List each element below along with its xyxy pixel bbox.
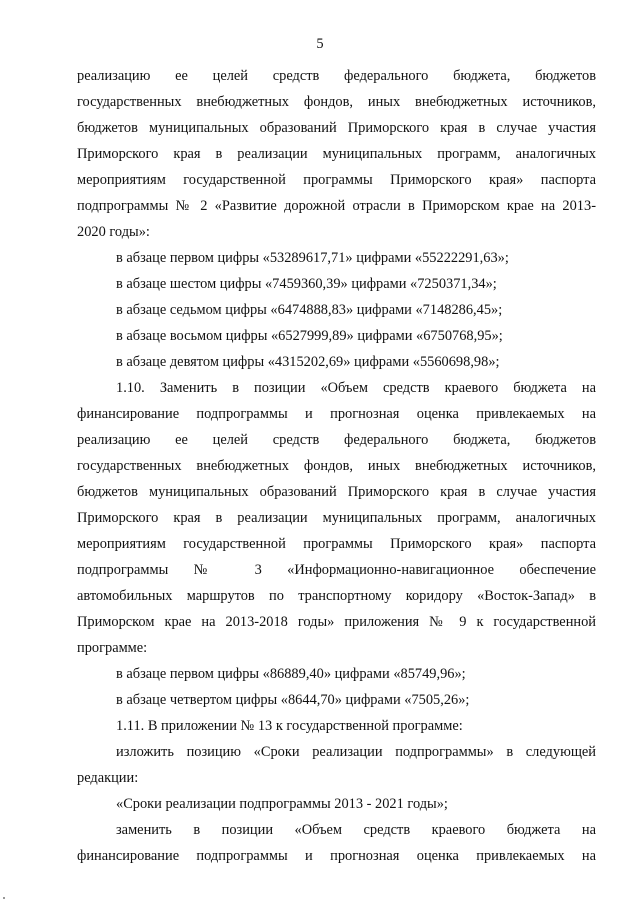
text-line: финансирование подпрограммы и прогнозная оценка привлекаемых на	[77, 848, 596, 864]
text-line: изложить позицию «Сроки реализации подпрограммы» в следующей	[116, 744, 596, 760]
text-line: подпрограммы № 2 «Развитие дорожной отрасли в Приморском крае на 2013-	[77, 198, 596, 214]
text-line: 1.10. Заменить в позиции «Объем средств краевого бюджета на	[116, 380, 596, 396]
text-line: в абзаце девятом цифры «4315202,69» цифрами «5560698,98»;	[116, 354, 500, 370]
text-line: государственных внебюджетных фондов, иных внебюджетных источников,	[77, 458, 596, 474]
text-line: в абзаце шестом цифры «7459360,39» цифрами «7250371,34»;	[116, 276, 497, 292]
text-line: Приморского края в реализации муниципальных программ, аналогичных	[77, 146, 596, 162]
text-line: реализацию ее целей средств федерального бюджета, бюджетов	[77, 68, 596, 84]
text-line: финансирование подпрограммы и прогнозная оценка привлекаемых на	[77, 406, 596, 422]
text-line: автомобильных маршрутов по транспортному коридору «Восток-Запад» в	[77, 588, 596, 604]
text-line: 2020 годы»:	[77, 224, 150, 240]
text-line: мероприятиям государственной программы Приморского края» паспорта	[77, 536, 596, 552]
text-line: реализацию ее целей средств федерального бюджета, бюджетов	[77, 432, 596, 448]
text-line: Приморском крае на 2013-2018 годы» приложения № 9 к государственной	[77, 614, 596, 630]
text-line: бюджетов муниципальных образований Приморского края в случае участия	[77, 484, 596, 500]
text-line: в абзаце седьмом цифры «6474888,83» цифрами «7148286,45»;	[116, 302, 503, 318]
text-line: «Сроки реализации подпрограммы 2013 - 2021 годы»;	[116, 796, 448, 812]
text-line: подпрограммы № 3 «Информационно-навигационное обеспечение	[77, 562, 596, 578]
text-line: 1.11. В приложении № 13 к государственной программе:	[116, 718, 463, 734]
text-line: в абзаце первом цифры «86889,40» цифрами «85749,96»;	[116, 666, 466, 682]
text-line: в абзаце восьмом цифры «6527999,89» цифрами «6750768,95»;	[116, 328, 503, 344]
scan-speck	[3, 897, 5, 899]
text-line: в абзаце первом цифры «53289617,71» цифрами «55222291,63»;	[116, 250, 509, 266]
text-line: в абзаце четвертом цифры «8644,70» цифрами «7505,26»;	[116, 692, 470, 708]
text-line: программе:	[77, 640, 148, 656]
text-line: мероприятиям государственной программы Приморского края» паспорта	[77, 172, 596, 188]
text-line: бюджетов муниципальных образований Приморского края в случае участия	[77, 120, 596, 136]
page-number: 5	[316, 36, 324, 52]
text-line: государственных внебюджетных фондов, иных внебюджетных источников,	[77, 94, 596, 110]
text-line: Приморского края в реализации муниципальных программ, аналогичных	[77, 510, 596, 526]
text-line: заменить в позиции «Объем средств краевого бюджета на	[116, 822, 596, 838]
text-line: редакции:	[77, 770, 139, 786]
